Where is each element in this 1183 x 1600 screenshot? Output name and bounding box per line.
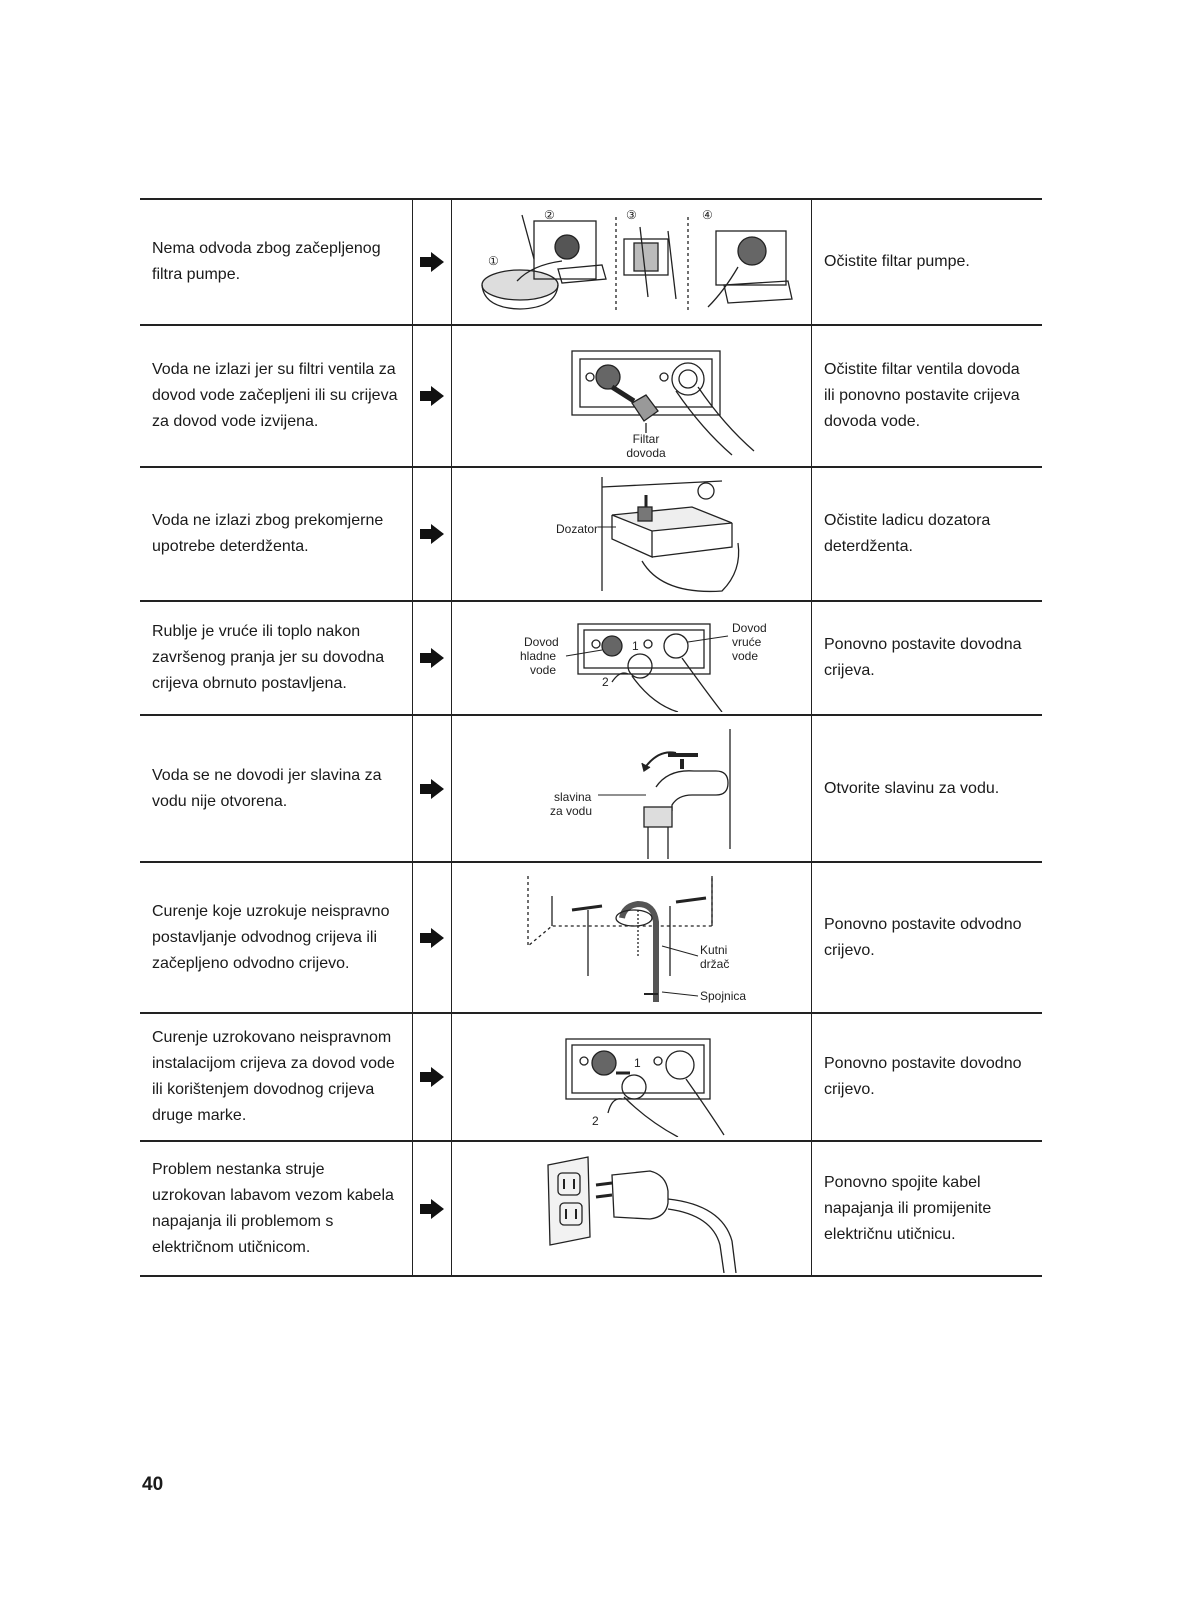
svg-text:2: 2 xyxy=(601,675,609,689)
svg-text:slavina: slavina xyxy=(553,789,591,804)
troubleshooting-table xyxy=(140,198,1042,1277)
svg-text:②: ② xyxy=(543,208,555,222)
right-arrow-icon xyxy=(413,716,452,861)
drain-hose-illustration xyxy=(452,863,812,1012)
hose-swap-illustration xyxy=(452,602,812,714)
svg-text:vode: vode xyxy=(731,649,758,663)
problem-text: Voda ne izlazi jer su filtri ventila za dovod vode začepljeni ili su crijeva za dovod vode izvijena. xyxy=(140,326,413,466)
svg-text:Dozator: Dozator xyxy=(555,522,598,536)
right-arrow-icon xyxy=(413,326,452,466)
svg-text:Filtar: Filtar xyxy=(632,432,659,446)
solution-text: Očistite ladicu dozatora deterdženta. xyxy=(824,512,991,555)
solution-text: Očistite filtar pumpe. xyxy=(824,253,970,270)
inlet-hose-reinstall-illustration xyxy=(452,1014,812,1140)
problem-text: Curenje koje uzrokuje neispravno postavljanje odvodnog crijeva ili začepljeno odvodno crijevo. xyxy=(140,863,413,1012)
detergent-dispenser-illustration xyxy=(452,468,812,600)
problem-text: Curenje uzrokovano neispravnom instalacijom crijeva za dovod vode ili korištenjem dovodnog crijeva druge marke. xyxy=(140,1014,413,1140)
solution-text: Očistite filtar ventila dovoda ili ponovno postavite crijeva dovoda vode. xyxy=(824,361,1020,430)
right-arrow-icon xyxy=(413,1142,452,1275)
svg-text:③: ③ xyxy=(625,208,637,222)
table-row xyxy=(140,600,1042,714)
solution-text: Ponovno postavite dovodna crijeva. xyxy=(824,636,1022,679)
table-row xyxy=(140,1012,1042,1140)
problem-text: Voda se ne dovodi jer slavina za vodu nije otvorena. xyxy=(140,716,413,861)
svg-text:1: 1 xyxy=(633,1056,641,1070)
solution-text: Ponovno postavite dovodno crijevo. xyxy=(824,1055,1022,1098)
svg-text:1: 1 xyxy=(631,639,639,653)
table-row xyxy=(140,466,1042,600)
svg-text:hladne: hladne xyxy=(519,649,556,663)
svg-text:dovoda: dovoda xyxy=(625,446,666,460)
power-outlet-illustration xyxy=(452,1142,812,1275)
inlet-filter-illustration xyxy=(452,326,812,466)
table-row xyxy=(140,1140,1042,1277)
right-arrow-icon xyxy=(413,602,452,714)
right-arrow-icon xyxy=(413,468,452,600)
table-row xyxy=(140,861,1042,1012)
svg-text:za vodu: za vodu xyxy=(549,803,592,818)
problem-text: Voda ne izlazi zbog prekomjerne upotrebe deterdženta. xyxy=(140,468,413,600)
table-row xyxy=(140,714,1042,861)
svg-text:①: ① xyxy=(487,254,499,268)
svg-text:vode: vode xyxy=(529,663,556,677)
right-arrow-icon xyxy=(413,1014,452,1140)
page-number: 40 xyxy=(142,1474,164,1495)
svg-text:2: 2 xyxy=(591,1114,599,1128)
svg-text:držač: držač xyxy=(699,956,729,971)
svg-text:④: ④ xyxy=(701,208,713,222)
right-arrow-icon xyxy=(413,200,452,324)
svg-text:Kutni: Kutni xyxy=(699,942,727,957)
solution-text: Ponovno postavite odvodno crijevo. xyxy=(824,915,1022,959)
table-row xyxy=(140,198,1042,324)
water-tap-illustration xyxy=(452,716,812,861)
problem-text: Rublje je vruće ili toplo nakon završenog pranja jer su dovodna crijeva obrnuto postavljena. xyxy=(140,602,413,714)
right-arrow-icon xyxy=(413,863,452,1012)
svg-text:Dovod: Dovod xyxy=(523,635,559,649)
svg-text:Spojnica: Spojnica xyxy=(699,988,746,1003)
svg-text:vruće: vruće xyxy=(731,635,761,649)
problem-text: Nema odvoda zbog začepljenog filtra pumpe. xyxy=(140,200,413,324)
svg-text:Dovod: Dovod xyxy=(731,621,767,635)
solution-text: Otvorite slavinu za vodu. xyxy=(824,779,1000,797)
solution-text: Ponovno spojite kabel napajanja ili promijenite električnu utičnicu. xyxy=(824,1173,992,1243)
table-row xyxy=(140,324,1042,466)
pump-filter-illustration xyxy=(452,200,812,324)
problem-text: Problem nestanka struje uzrokovan labavom vezom kabela napajanja ili problemom s električnom utičnicom. xyxy=(140,1142,413,1275)
